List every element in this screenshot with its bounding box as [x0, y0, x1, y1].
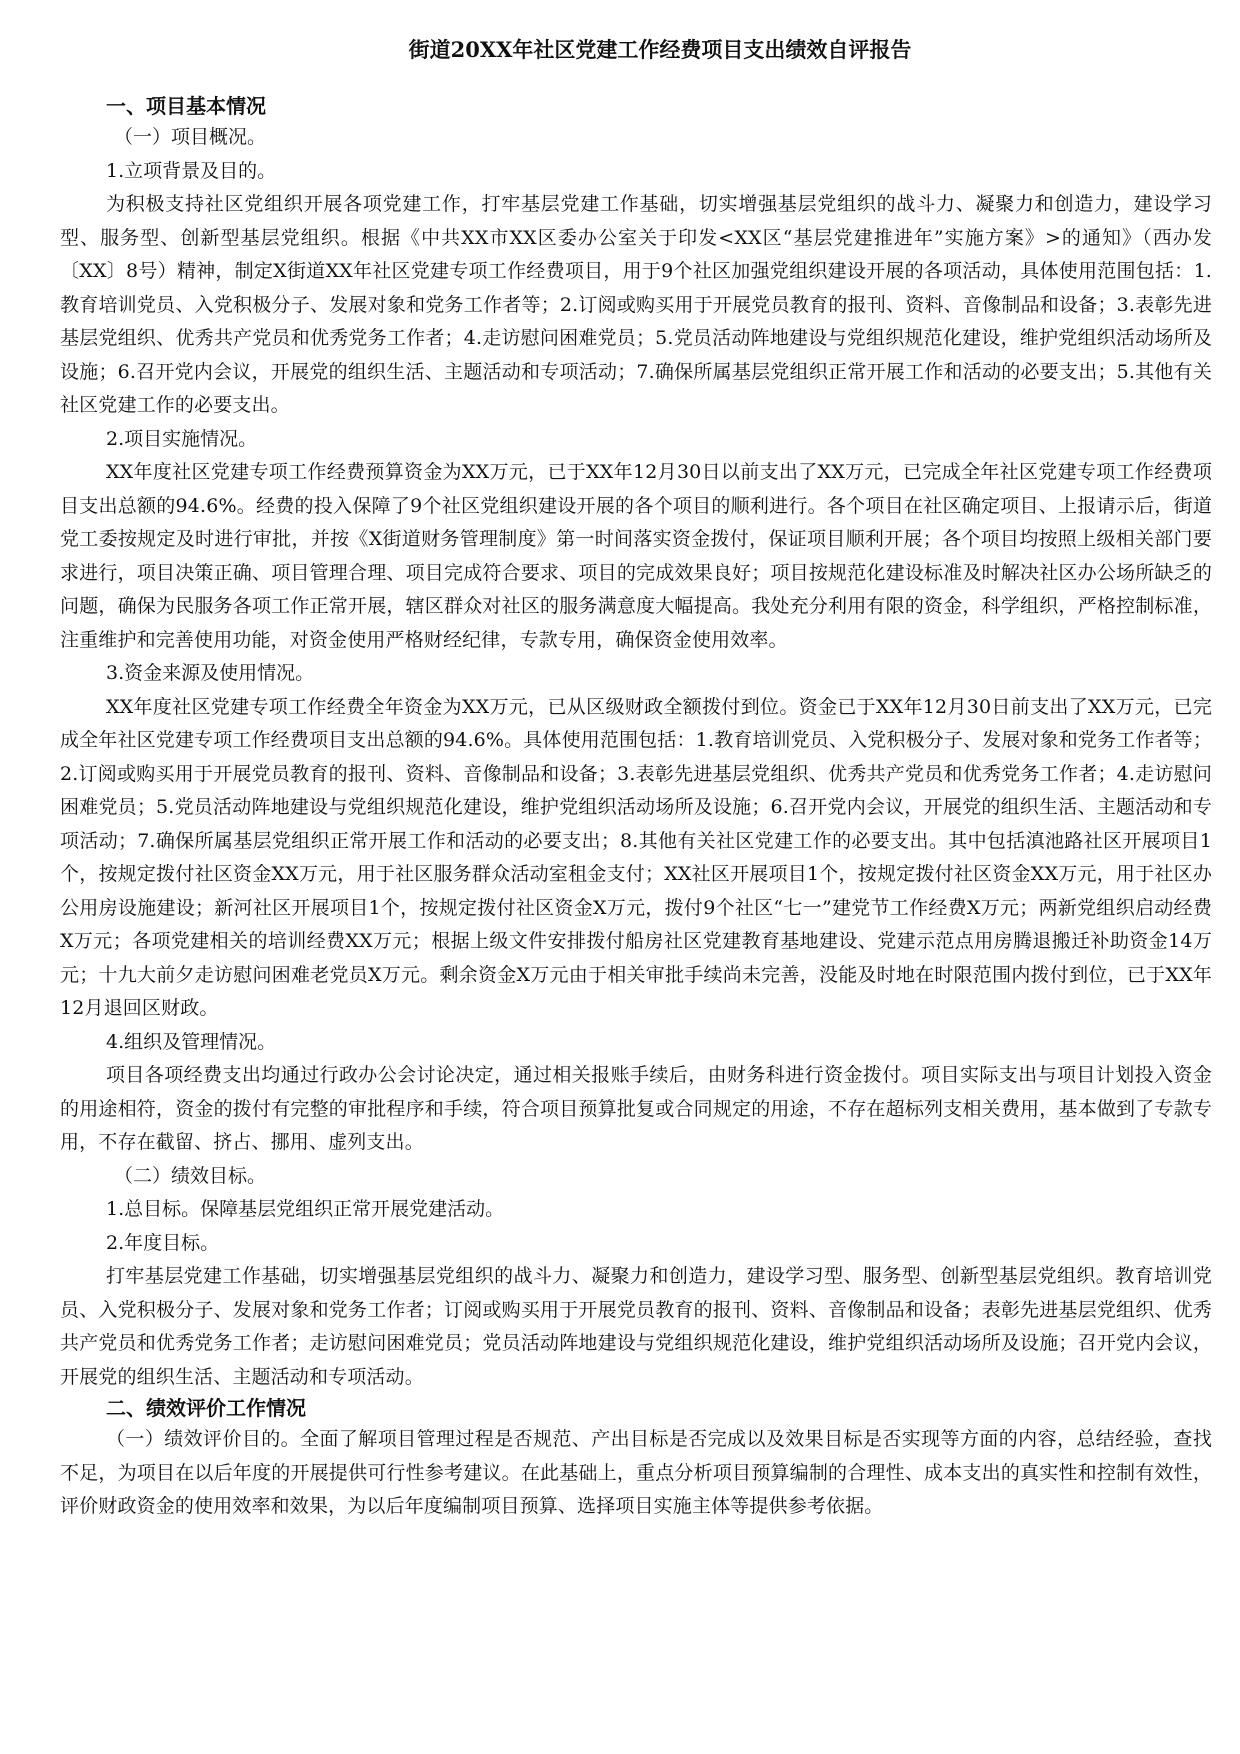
item-heading: 4.组织及管理情况。 [106, 1030, 277, 1053]
item-heading: 2.年度目标。 [106, 1231, 220, 1254]
paragraph: 打牢基层党建工作基础，切实增强基层党组织的战斗力、凝聚力和创造力，建设学习型、服务型、创新型基层党组织。教育培训党员、入党积极分子、发展对象和党务工作者；订阅或购买用于开展党员教育的报刊、资料、音像制品和设备；表彰先进基层党组织、优秀共产党员和优秀党务工作者；走访慰问困难党员；党员活动阵地建设与党组织规范化建设，维护党组织活动场所及设施；召开党内会议，开展党的组织生活、主题活动和专项活动。 [60, 1265, 1212, 1388]
item-heading: 1.总目标。保障基层党组织正常开展党建活动。 [106, 1198, 505, 1220]
subsection-heading: （一）项目概况。 [114, 126, 267, 148]
item-heading: 3.资金来源及使用情况。 [106, 662, 315, 684]
document-title: 街道20XX年社区党建工作经费项目支出绩效自评报告 [408, 37, 912, 62]
item-heading: 2.项目实施情况。 [106, 427, 258, 450]
subsection-heading: （二）绩效目标。 [114, 1164, 267, 1187]
item-heading: 1.立项背景及目的。 [106, 159, 277, 182]
paragraph: （一）绩效评价目的。全面了解项目管理过程是否规范、产出目标是否完成以及效果目标是否实现等方面的内容，总结经验，查找不足，为项目在以后年度的开展提供可行性参考建议。在此基础上，重点分析项目预算编制的合理性、成本支出的真实性和控制有效性，评价财政资金的使用效率和效果，为以后年度编制项目预算、选择项目实施主体等提供参考依据。 [60, 1428, 1212, 1517]
paragraph: 项目各项经费支出均通过行政办公会讨论决定，通过相关报账手续后，由财务科进行资金拨付。项目实际支出与项目计划投入资金的用途相符，资金的拨付有完整的审批程序和手续，符合项目预算批复或合同规定的用途，不存在超标列支相关费用，基本做到了专款专用，不存在截留、挤占、挪用、虚列支出。 [60, 1064, 1212, 1153]
paragraph: XX年度社区党建专项工作经费预算资金为XX万元，已于XX年12月30日以前支出了XX万元，已完成全年社区党建专项工作经费项目支出总额的94.6%。经费的投入保障了9个社区党组织建设开展的各个项目的顺利进行。各个项目在社区确定项目、上报请示后，街道党工委按规定及时进行审批，并按《X街道财务管理制度》第一时间落实资金拨付，保证项目顺利开展；各个项目均按照上级相关部门要求进行，项目决策正确、项目管理合理、项目完成符合要求、项目的完成效果良好；项目按规范化建设标准及时解决社区办公场所缺乏的问题，确保为民服务各项工作正常开展，辖区群众对社区的服务满意度大幅提高。我处充分利用有限的资金，科学组织，严格控制标准，注重维护和完善使用功能，对资金使用严格财经纪律，专款专用，确保资金使用效率。 [60, 461, 1212, 651]
paragraph: 为积极支持社区党组织开展各项党建工作，打牢基层党建工作基础，切实增强基层党组织的战斗力、凝聚力和创造力，建设学习型、服务型、创新型基层党组织。根据《中共XX市XX区委办公室关于印发<XX区“基层党建推进年”实施方案》>的通知》（西办发〔XX〕8号）精神，制定X街道XX年社区党建专项工作经费项目，用于9个社区加强党组织建设开展的各项活动，具体使用范围包括：1.教育培训党员、入党积极分子、发展对象和党务工作者等；2.订阅或购买用于开展党员教育的报刊、资料、音像制品和设备；3.表彰先进基层党组织、优秀共产党员和优秀党务工作者；4.走访慰问困难党员；5.党员活动阵地建设与党组织规范化建设，维护党组织活动场所及设施；6.召开党内会议，开展党的组织生活、主题活动和专项活动；7.确保所属基层党组织正常开展工作和活动的必要支出；5.其他有关社区党建工作的必要支出。 [60, 193, 1212, 416]
paragraph: XX年度社区党建专项工作经费全年资金为XX万元，已从区级财政全额拨付到位。资金已于XX年12月30日前支出了XX万元，已完成全年社区党建专项工作经费项目支出总额的94.6%。具体使用范围包括：1.教育培训党员、入党积极分子、发展对象和党务工作者等；2.订阅或购买用于开展党员教育的报刊、资料、音像制品和设备；3.表彰先进基层党组织、优秀共产党员和优秀党务工作者；4.走访慰问困难党员；5.党员活动阵地建设与党组织规范化建设，维护党组织活动场所及设施；6.召开党内会议，开展党的组织生活、主题活动和专项活动；7.确保所属基层党组织正常开展工作和活动的必要支出；8.其他有关社区党建工作的必要支出。其中包括滇池路社区开展项目1个，按规定拨付社区资金XX万元，用于社区服务群众活动室租金支付；XX社区开展项目1个，按规定拨付社区资金XX万元，用于社区办公用房设施建设；新河社区开展项目1个，按规定拨付社区资金X万元，拨付9个社区“七一”建党节工作经费X万元；两新党组织启动经费X万元；各项党建相关的培训经费XX万元；根据上级文件安排拨付船房社区党建教育基地建设、党建示范点用房腾退搬迁补助资金14万元；十九大前夕走访慰问困难老党员X万元。剩余资金X万元由于相关审批手续尚未完善，没能及时地在时限范围内拨付到位，已于XX年12月退回区财政。 [60, 695, 1212, 1019]
section-heading-2: 二、绩效评价工作情况 [106, 1396, 306, 1420]
section-heading-1: 一、项目基本情况 [106, 94, 266, 118]
